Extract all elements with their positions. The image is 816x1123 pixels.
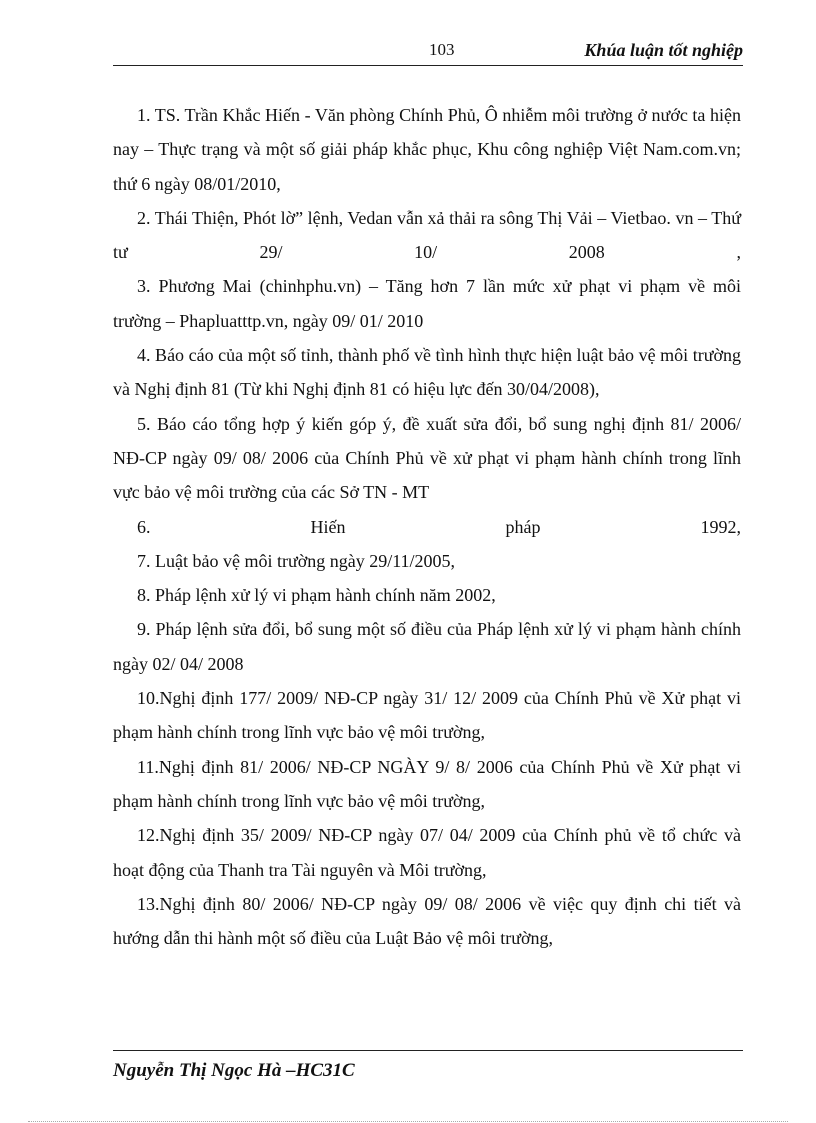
reference-item: 2. Thái Thiện, Phót lờ” lệnh, Vedan vẫn xả thải ra sông Thị Vải – Vietbao. vn – Thứ tư 29/ 10/ 2008 , [113,207,741,263]
reference-item: 8. Pháp lệnh xử lý vi phạm hành chính năm 2002, [137,585,496,606]
reference-item: 11.Nghị định 81/ 2006/ NĐ-CP NGÀY 9/ 8/ 2006 của Chính Phủ về Xử phạt vi phạm hành chính trong lĩnh vực bảo vệ môi trường, [113,756,741,811]
reference-item: 9. Pháp lệnh sửa đổi, bổ sung một số điều của Pháp lệnh xử lý vi phạm hành chính ngày 02/ 04/ 2008 [113,619,741,674]
reference-item: 1. TS. Trần Khắc Hiến - Văn phòng Chính Phủ, Ô nhiễm môi trường ở nước ta hiện nay – Thực trạng và một số giải pháp khắc phục, Khu công nghiệp Việt Nam.com.vn; thứ 6 ngày 08/01/2010, [113,105,741,194]
reference-item: 10.Nghị định 177/ 2009/ NĐ-CP ngày 31/ 12/ 2009 của Chính Phủ về Xử phạt vi phạm hành chính trong lĩnh vực bảo vệ môi trường, [113,688,741,743]
page-number: 103 [429,40,455,59]
footer-author: Nguyễn Thị Ngọc Hà –HC31C [113,1060,355,1081]
page-header [113,38,743,66]
reference-item: 4. Báo cáo của một số tỉnh, thành phố về tình hình thực hiện luật bảo vệ môi trường và Nghị định 81 (Từ khi Nghị định 81 có hiệu lực đến 30/04/2008), [113,345,741,400]
header-title: Khúa luận tốt nghiệp [584,40,743,60]
reference-item: 7. Luật bảo vệ môi trường ngày 29/11/2005, [137,550,456,571]
reference-item: 6. Hiến pháp 1992, [137,516,741,537]
header-rule [113,65,743,66]
reference-item: 13.Nghị định 80/ 2006/ NĐ-CP ngày 09/ 08/ 2006 về việc quy định chi tiết và hướng dẫn thi hành một số điều của Luật Bảo vệ môi trường, [113,893,741,949]
reference-item: 12.Nghị định 35/ 2009/ NĐ-CP ngày 07/ 04/ 2009 của Chính phủ về tổ chức và hoạt động của Thanh tra Tài nguyên và Môi trường, [113,825,741,880]
page-bottom-border [28,1121,788,1122]
footer-rule [113,1050,743,1051]
reference-item: 5. Báo cáo tổng hợp ý kiến góp ý, đề xuất sửa đổi, bổ sung nghị định 81/ 2006/ NĐ-CP ngày 09/ 08/ 2006 của Chính Phủ về xử phạt vi phạm hành chính trong lĩnh vực bảo vệ môi trường của các Sở TN - MT [113,413,741,503]
reference-list [113,98,741,955]
reference-item: 3. Phương Mai (chinhphu.vn) – Tăng hơn 7 lần mức xử phạt vi phạm về môi trường – Phapluatttp.vn, ngày 09/ 01/ 2010 [113,276,741,331]
